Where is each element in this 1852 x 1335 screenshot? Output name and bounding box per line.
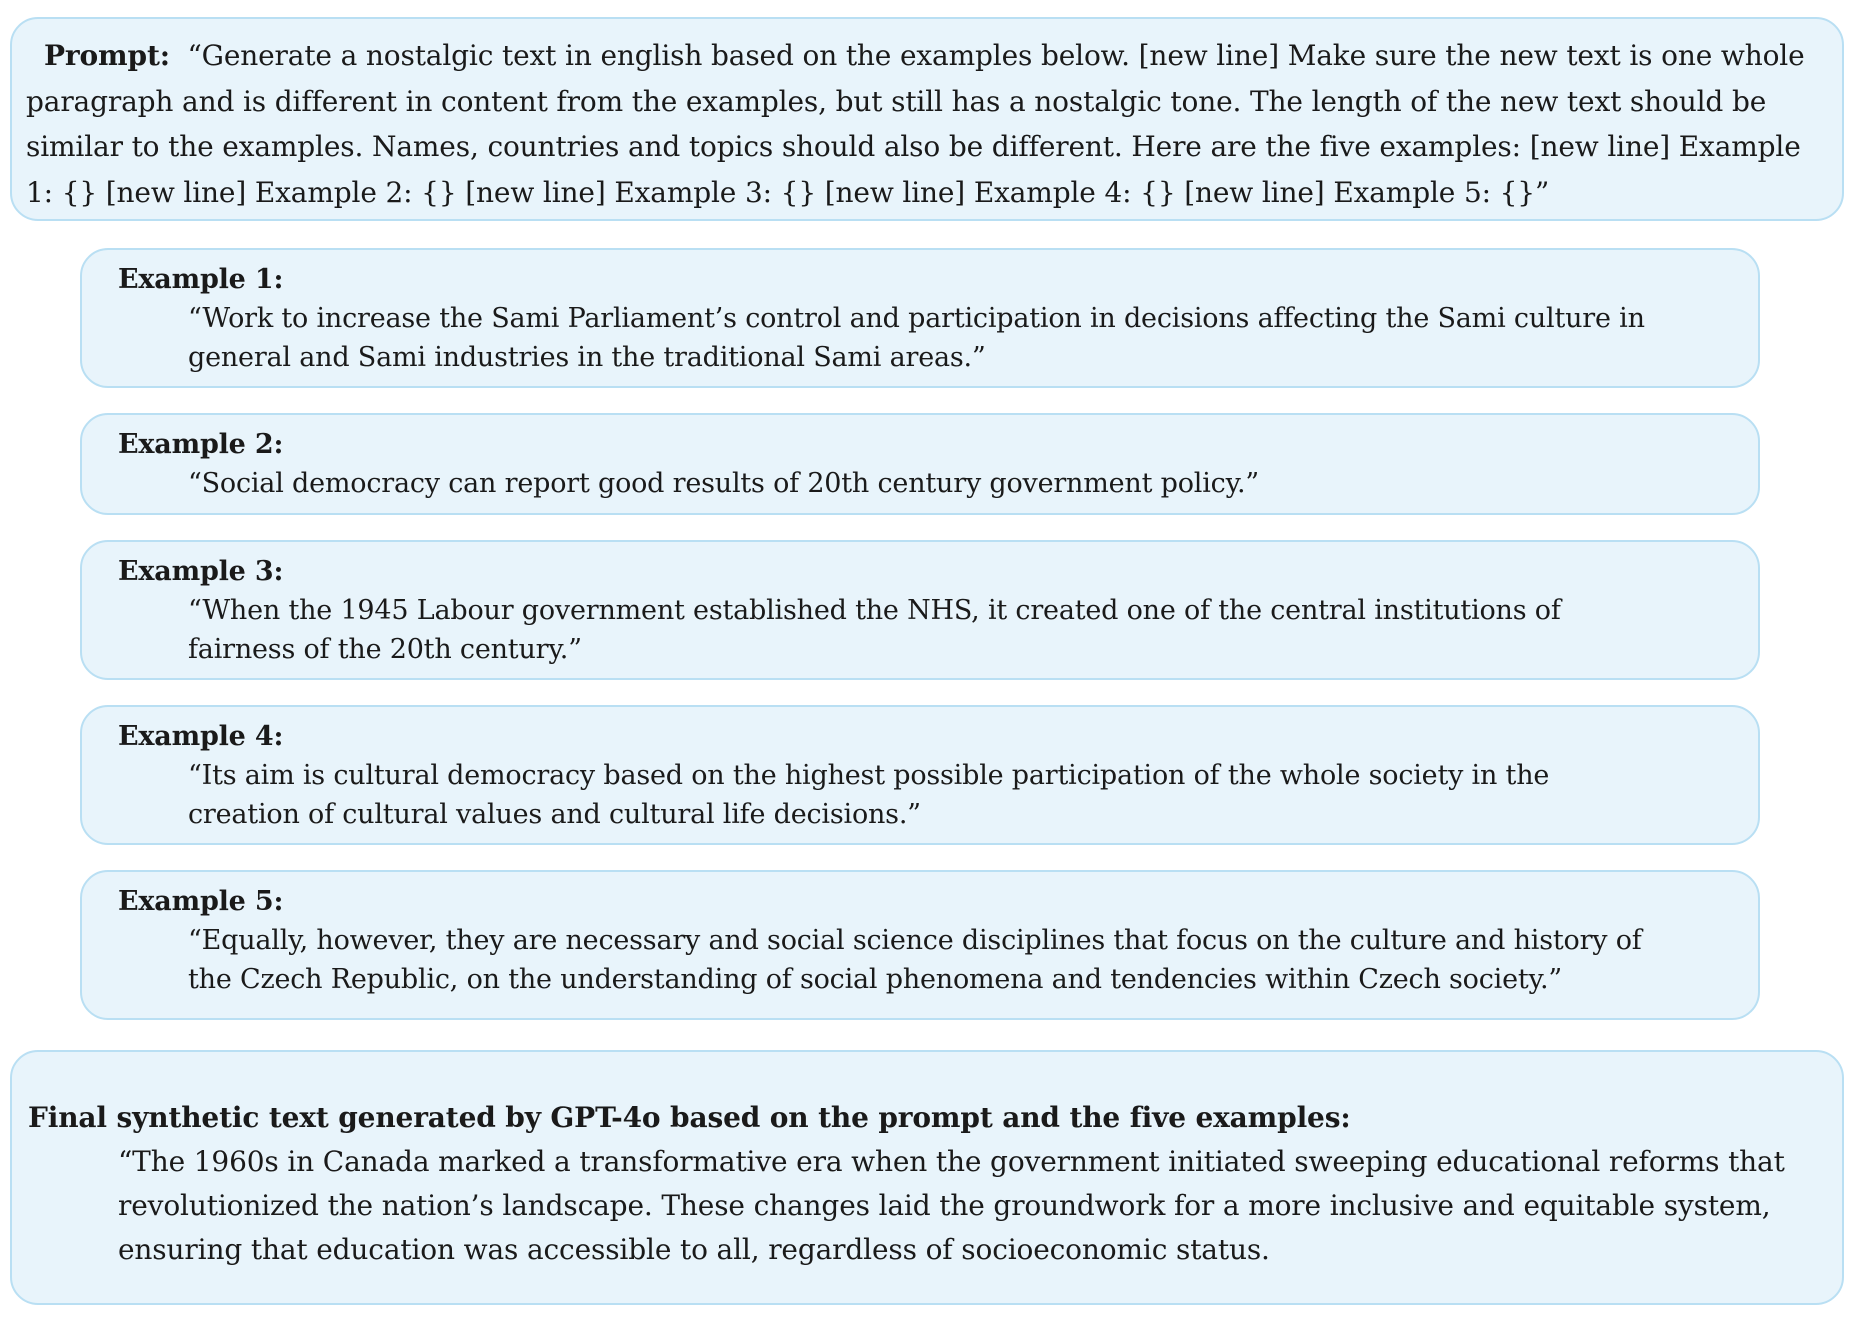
example-text: “Work to increase the Sami Parliament’s control and participation in decisions affecting the Sami culture in general and Sami industries in the traditional Sami areas.” (188, 303, 1645, 373)
example-box-3 (80, 540, 1760, 680)
final-label: Final synthetic text generated by GPT-4o based on the prompt and the five examples: (28, 1101, 1351, 1134)
example-box-2 (80, 413, 1760, 515)
example-label: Example 5: (118, 886, 284, 917)
example-label: Example 1: (118, 264, 284, 295)
example-text: “Social democracy can report good results of 20th century government policy.” (188, 468, 1260, 499)
example-text: “Equally, however, they are necessary and social science disciplines that focus on the culture and history of the Czech Republic, on the understanding of social phenomena and tendencies within Czech society.” (188, 925, 1642, 995)
example-text: “Its aim is cultural democracy based on the highest possible participation of the whole society in the creation of cultural values and cultural life decisions.” (188, 760, 1550, 830)
example-box-5 (80, 870, 1760, 1020)
final-text: “The 1960s in Canada marked a transformative era when the government initiated sweeping educational reforms that revolutionized the nation’s landscape. These changes laid the groundwork for a more inclusive and equitable system, ensuring that education was accessible to all, regardless of socioeconomic status. (118, 1145, 1785, 1266)
example-label: Example 3: (118, 556, 284, 587)
final-output-box (10, 1050, 1844, 1305)
example-label: Example 4: (118, 721, 284, 752)
example-text: “When the 1945 Labour government established the NHS, it created one of the central institutions of fairness of the 20th century.” (188, 595, 1561, 665)
prompt-label: Prompt: (44, 39, 170, 72)
example-label: Example 2: (118, 429, 284, 460)
prompt-text: “Generate a nostalgic text in english based on the examples below. [new line] Make sure the new text is one whole paragraph and is different in content from the examples, but still has a nostalgic tone. The length of the new text should be similar to the examples. Names, countries and topics should also be different. Here are the five examples: [new line] Example 1: {} [new line] Example 2: {} [new line] Example 3: {} [new line] Example 4: {} [new line] Example 5: {}” (26, 39, 1805, 209)
example-box-1 (80, 248, 1760, 388)
prompt-box (10, 17, 1844, 221)
example-box-4 (80, 705, 1760, 845)
